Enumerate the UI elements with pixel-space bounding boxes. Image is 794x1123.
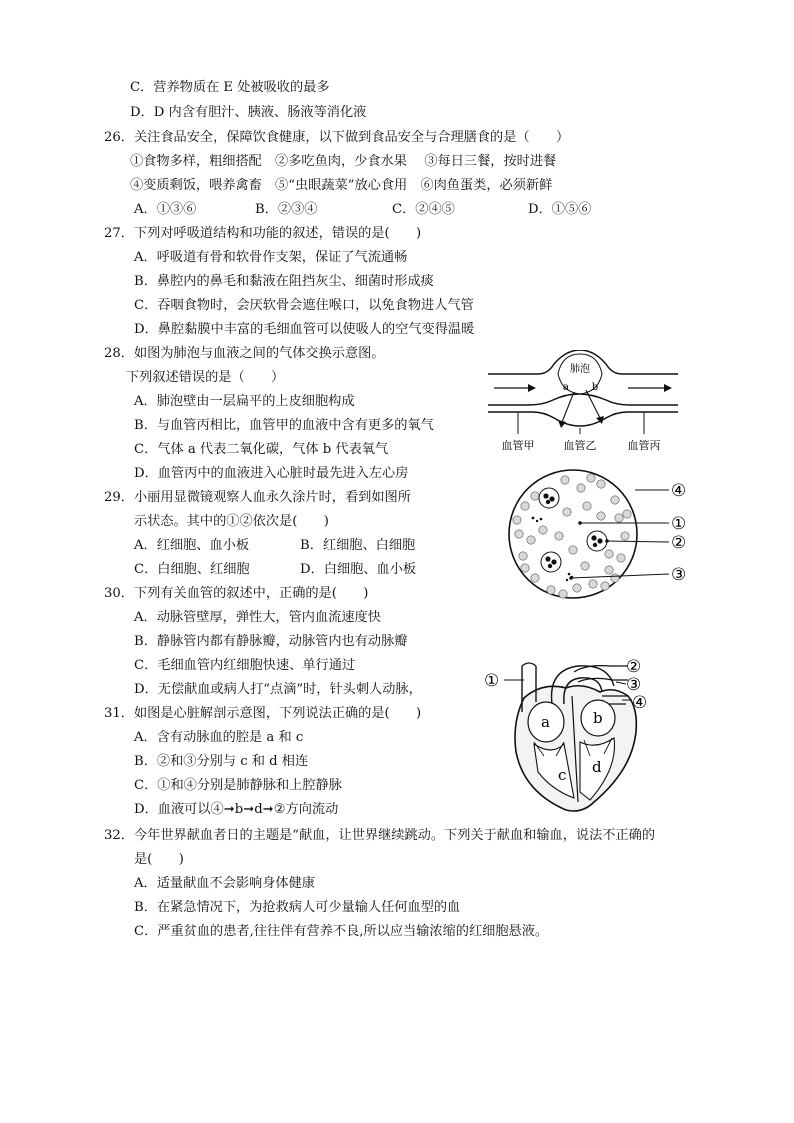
q28-option-b: B．与血管丙相比，血管甲的血液中含有更多的氧气 — [134, 418, 434, 433]
q27-option-d: D．鼻腔黏膜中丰富的毛细血管可以使吸人的空气变得温暖 — [134, 322, 475, 337]
heart-figure — [482, 652, 682, 814]
q27-option-c: C．吞咽食物时，会厌软骨会遮住喉口，以免食物进人气管 — [134, 298, 474, 313]
q29-option-d: D．白细胞、血小板 — [300, 562, 417, 577]
red-blood-cell — [515, 530, 523, 538]
red-blood-cell — [615, 514, 623, 522]
q31-option-a: A．含有动脉血的腔是 a 和 c — [134, 730, 304, 745]
red-blood-cell — [581, 562, 589, 570]
q28-option-d: D．血管丙中的血液进入心脏时最先进入左心房 — [134, 466, 409, 481]
red-blood-cell — [601, 582, 609, 590]
heart-chamber-d: d — [592, 758, 602, 776]
red-blood-cell — [513, 516, 521, 524]
q28-stem2: 下列叙述错误的是（ ） — [126, 370, 285, 385]
red-blood-cell — [605, 566, 613, 574]
q29-option-c: C．白细胞、红细胞 — [134, 562, 250, 577]
red-blood-cell — [573, 584, 581, 592]
vessel-2-label: 血管乙 — [563, 439, 597, 452]
heart-chamber-a: a — [541, 713, 550, 731]
q27-stem: 27．下列对呼吸道结构和功能的叙述，错误的是( ) — [104, 226, 422, 241]
q26-stem: 26．关注食品安全，保障饮食健康，以下做到食品安全与合理膳食的是（ ） — [104, 130, 570, 145]
heart-chamber-b: b — [593, 709, 603, 727]
q28-option-c: C．气体 a 代表二氧化碳，气体 b 代表氧气 — [134, 442, 389, 457]
red-blood-cell — [569, 546, 577, 554]
red-blood-cell — [539, 526, 547, 534]
red-blood-cell — [531, 492, 539, 500]
red-blood-cell — [597, 512, 605, 520]
q29-option-b: B．红细胞、白细胞 — [300, 538, 416, 553]
gas-a-label: a — [563, 382, 569, 393]
smear-label-3: ③ — [671, 565, 687, 585]
red-blood-cell — [611, 574, 619, 582]
red-blood-cell — [621, 532, 629, 540]
q26-option-d: D．①⑤⑥ — [528, 202, 592, 217]
gas-b-label: b — [591, 382, 599, 393]
red-blood-cell — [521, 564, 529, 572]
red-blood-cell — [547, 586, 555, 594]
q32-option-c: C．严重贫血的患者,往往伴有营养不良,所以应当输浓缩的红细胞悬液。 — [134, 924, 549, 939]
q30-option-a: A．动脉管壁厚，弹性大，管内血流速度快 — [134, 610, 381, 625]
red-blood-cell — [527, 536, 535, 544]
q29-stem2: 示状态。其中的①②依次是( ) — [134, 514, 329, 529]
q31-option-b: B．②和③分别与 c 和 d 相连 — [134, 754, 309, 769]
red-blood-cell — [519, 552, 527, 560]
red-blood-cell — [531, 574, 539, 582]
red-blood-cell — [559, 590, 567, 598]
vessel-3-label: 血管丙 — [627, 439, 661, 452]
q27-option-b: B．鼻腔内的鼻毛和黏液在阻挡灰尘、细菌时形成痰 — [134, 274, 434, 289]
smear-label-4: ④ — [671, 481, 687, 501]
red-blood-cell — [589, 580, 597, 588]
q32-option-a: A．适量献血不会影响身体健康 — [134, 876, 315, 891]
red-blood-cell — [555, 532, 563, 540]
red-blood-cell — [583, 502, 591, 510]
heart-label-4: ④ — [632, 693, 648, 713]
heart-chamber-c: c — [558, 766, 567, 784]
q32-option-b: B．在紧急情况下，为抢救病人可少量输人任何血型的血 — [134, 900, 461, 915]
red-blood-cell — [623, 510, 631, 518]
gas-exchange-figure — [488, 350, 678, 455]
heart-label-2: ② — [626, 657, 642, 677]
red-blood-cell — [561, 476, 569, 484]
heart-label-3: ③ — [626, 675, 642, 695]
alveolus-label: 肺泡 — [570, 364, 590, 375]
q25-option-d: D．D 内含有胆汁、胰液、肠液等消化液 — [130, 105, 367, 120]
red-blood-cell — [563, 508, 571, 516]
red-blood-cell — [617, 554, 625, 562]
q30-option-d: D．无偿献血或病人打“点滴”时，针头刺人动脉， — [134, 682, 422, 697]
smear-label-1: ① — [671, 514, 687, 534]
q29-option-a: A．红细胞、血小板 — [134, 538, 250, 553]
q28-stem: 28．如图为肺泡与血液之间的气体交换示意图。 — [104, 346, 385, 361]
red-blood-cell — [577, 484, 585, 492]
blood-smear-figure — [505, 466, 695, 606]
q26-option-c: C．②④⑤ — [392, 202, 455, 217]
q26-item-line2: ④变质剩饭，喂养禽畜 ⑤“虫眼蔬菜”放心食用 ⑥肉鱼蛋类，必须新鲜 — [130, 178, 553, 193]
red-blood-cell — [605, 550, 613, 558]
q25-option-c: C．营养物质在 E 处被吸收的最多 — [130, 80, 330, 95]
q27-option-a: A．呼吸道有骨和软骨作支架，保证了气流通畅 — [134, 250, 408, 265]
heart-label-1: ① — [484, 671, 500, 691]
q30-option-b: B．静脉管内都有静脉瓣，动脉管内也有动脉瓣 — [134, 634, 408, 649]
q30-option-c: C．毛细血管内红细胞快速、单行通过 — [134, 658, 356, 673]
q31-option-c: C．①和④分别是肺静脉和上腔静脉 — [134, 778, 342, 793]
q28-option-a: A．肺泡壁由一层扁平的上皮细胞构成 — [134, 394, 355, 409]
vessel-1-label: 血管甲 — [501, 439, 535, 452]
red-blood-cell — [597, 480, 605, 488]
q31-stem: 31．如图是心脏解剖示意图，下列说法正确的是( ) — [104, 706, 422, 721]
red-blood-cell — [521, 502, 529, 510]
q26-option-a: A．①③⑥ — [134, 202, 197, 217]
red-blood-cell — [611, 496, 619, 504]
q26-item-line1: ①食物多样，粗细搭配 ②多吃鱼肉，少食水果 ③每日三餐，按时进餐 — [130, 154, 557, 169]
smear-label-2: ② — [671, 533, 687, 553]
q32-stem: 32．今年世界献血者日的主题是“献血，让世界继续跳动。下列关于献血和输血，说法不正确的 — [104, 828, 656, 843]
q30-stem: 30．下列有关血管的叙述中，正确的是( ) — [104, 586, 369, 601]
q31-option-d: D．血液可以④➞b➞d➞②方向流动 — [134, 802, 339, 817]
q29-stem: 29．小丽用显微镜观察人血永久涂片时，看到如图所 — [104, 490, 411, 505]
q32-stem2: 是( ) — [134, 852, 184, 867]
red-blood-cell — [587, 474, 595, 482]
q26-option-b: B．②③④ — [255, 202, 318, 217]
